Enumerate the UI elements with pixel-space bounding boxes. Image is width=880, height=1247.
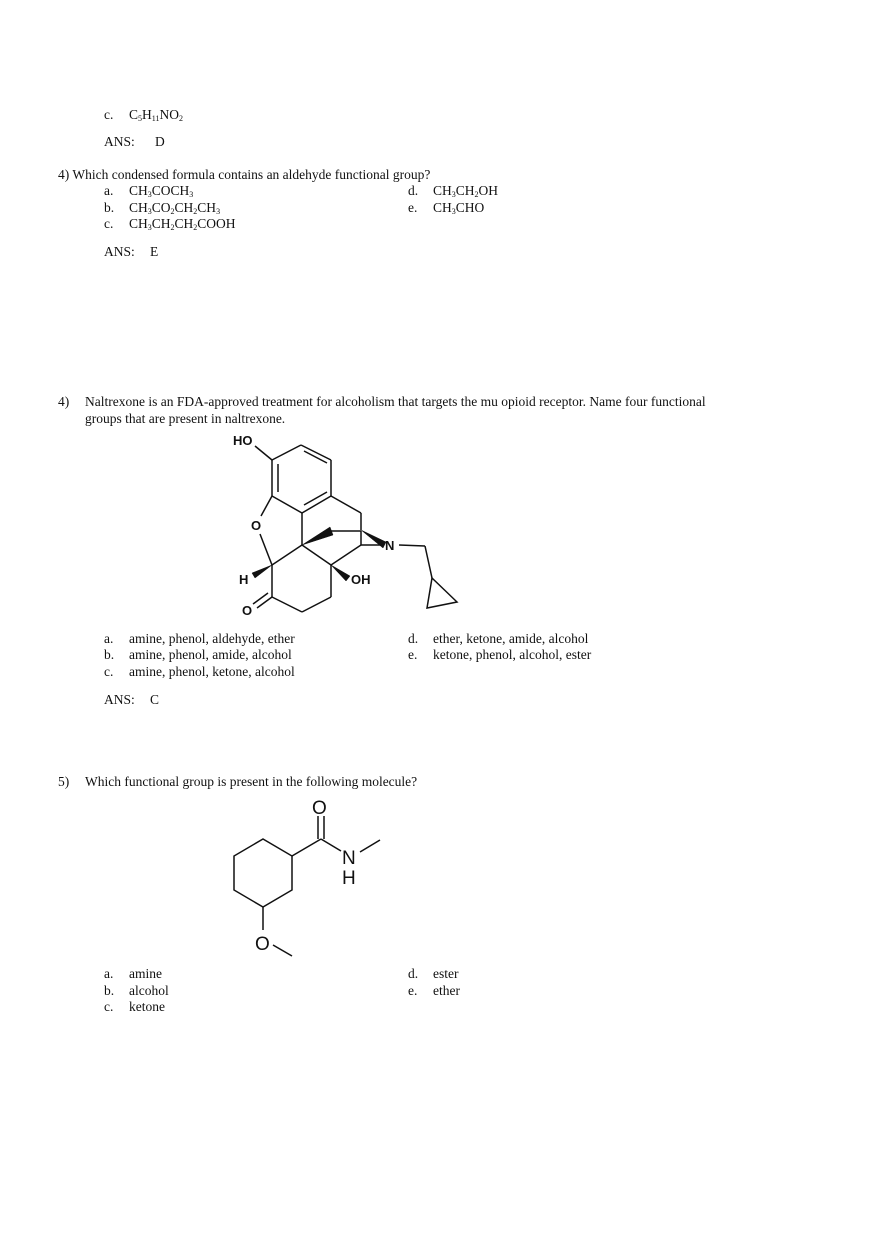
option-text: ether, ketone, amide, alcohol xyxy=(433,631,589,646)
formula-part: OH xyxy=(478,183,499,198)
label-o-keto: O xyxy=(242,603,253,618)
formula-part: CO xyxy=(151,200,171,215)
option-letter: b. xyxy=(104,983,115,998)
bond xyxy=(260,534,272,565)
formula-subscript: 3 xyxy=(189,190,194,199)
option-text: ketone xyxy=(129,999,165,1014)
question-text: 4) Which condensed formula contains an aldehyde functional group? xyxy=(58,167,431,182)
formula-subscript: 3 xyxy=(216,207,221,216)
answer-label: ANS: xyxy=(104,134,135,149)
formula-subscript: 3 xyxy=(147,223,152,232)
bond xyxy=(273,945,292,956)
option-letter: a. xyxy=(104,631,114,646)
option-formula xyxy=(129,200,220,216)
option-text: alcohol xyxy=(129,983,169,998)
bond xyxy=(261,496,272,516)
option-letter: d. xyxy=(408,183,419,198)
option-letter: c. xyxy=(104,107,114,122)
option-letter: a. xyxy=(104,966,114,981)
answer-value: E xyxy=(150,244,159,259)
formula-part: NO xyxy=(159,107,179,122)
label-o-ring: O xyxy=(251,518,262,533)
bond xyxy=(399,545,425,546)
bond xyxy=(302,545,331,565)
option-formula xyxy=(433,183,498,199)
formula-part: CH xyxy=(174,200,194,215)
bond xyxy=(331,496,361,513)
formula-subscript: 2 xyxy=(193,223,198,232)
option-formula xyxy=(433,200,484,216)
formula-subscript: 3 xyxy=(451,190,456,199)
formula-part: CH xyxy=(433,200,452,215)
label-h: H xyxy=(239,572,249,587)
formula-subscript: 5 xyxy=(138,114,143,123)
formula-part: CH xyxy=(129,200,148,215)
option-text: amine, phenol, aldehyde, ether xyxy=(129,631,295,646)
label-o-carbonyl: O xyxy=(312,798,327,819)
option-text: amine, phenol, amide, alcohol xyxy=(129,647,292,662)
bond xyxy=(272,597,302,612)
formula-part: COOH xyxy=(197,216,236,231)
formula-part: CH xyxy=(129,183,148,198)
bond xyxy=(304,492,327,505)
formula-subscript: 3 xyxy=(451,207,456,216)
option-letter: a. xyxy=(104,183,114,198)
bond xyxy=(272,445,301,460)
answer-value: D xyxy=(155,134,165,149)
label-ho: HO xyxy=(233,433,253,448)
answer-label: ANS: xyxy=(104,692,135,707)
label-n: N xyxy=(342,848,356,869)
question-text: Which functional group is present in the following molecule? xyxy=(85,774,418,789)
bond xyxy=(272,496,302,513)
formula-subscript: 2 xyxy=(170,223,175,232)
option-formula xyxy=(129,216,236,232)
question-number: 4) xyxy=(58,394,70,409)
question-number: 5) xyxy=(58,774,70,789)
cyclopropyl-ring xyxy=(427,578,457,608)
option-text: amine xyxy=(129,966,162,981)
naltrexone-structure xyxy=(225,428,475,618)
formula-part: CH xyxy=(433,183,452,198)
formula-part: CHO xyxy=(455,200,485,215)
formula-subscript: 2 xyxy=(178,114,183,123)
formula-part: H xyxy=(142,107,152,122)
label-oh: OH xyxy=(351,572,371,587)
option-text: ether xyxy=(433,983,460,998)
option-letter: e. xyxy=(408,647,418,662)
option-letter: e. xyxy=(408,983,418,998)
label-o-ether: O xyxy=(255,934,270,955)
option-text: amine, phenol, ketone, alcohol xyxy=(129,664,295,679)
bond xyxy=(321,839,341,851)
bond xyxy=(302,597,331,612)
formula-subscript: 2 xyxy=(170,207,175,216)
option-letter: b. xyxy=(104,647,115,662)
cyclohexane-ring xyxy=(234,839,292,907)
label-n: N xyxy=(385,538,395,553)
bond xyxy=(272,545,302,565)
bond xyxy=(255,446,272,460)
bond xyxy=(292,839,321,856)
option-letter: b. xyxy=(104,200,115,215)
option-formula xyxy=(129,183,193,199)
label-h: H xyxy=(342,868,356,889)
option-letter: c. xyxy=(104,999,114,1014)
bond xyxy=(425,546,432,578)
option-formula xyxy=(129,107,183,123)
option-letter: c. xyxy=(104,216,114,231)
wedge-bond xyxy=(331,565,350,581)
bond xyxy=(360,840,380,852)
formula-part: C xyxy=(129,107,139,122)
formula-subscript: 3 xyxy=(147,207,152,216)
formula-subscript: 3 xyxy=(147,190,152,199)
question-text-line2: groups that are present in naltrexone. xyxy=(85,411,286,426)
option-text: ketone, phenol, alcohol, ester xyxy=(433,647,592,662)
formula-subscript: 2 xyxy=(474,190,479,199)
formula-subscript: 2 xyxy=(193,207,198,216)
option-text: ester xyxy=(433,966,459,981)
bond xyxy=(331,545,361,565)
formula-subscript: 11 xyxy=(151,114,160,123)
formula-part: CH xyxy=(129,216,148,231)
answer-label: ANS: xyxy=(104,244,135,259)
option-letter: c. xyxy=(104,664,114,679)
formula-part: CH xyxy=(174,216,194,231)
option-letter: d. xyxy=(408,631,419,646)
formula-part: CH xyxy=(197,200,217,215)
option-letter: e. xyxy=(408,200,418,215)
option-letter: d. xyxy=(408,966,419,981)
formula-part: CH xyxy=(151,216,171,231)
question-text-line1: Naltrexone is an FDA-approved treatment for alcoholism that targets the mu opioid receptor. Name four functional xyxy=(85,394,706,409)
wedge-bond xyxy=(302,527,333,545)
formula-part: CH xyxy=(455,183,475,198)
amide-structure xyxy=(220,792,400,964)
wedge-bond xyxy=(252,565,272,578)
answer-value: C xyxy=(150,692,160,707)
formula-part: COCH xyxy=(151,183,190,198)
